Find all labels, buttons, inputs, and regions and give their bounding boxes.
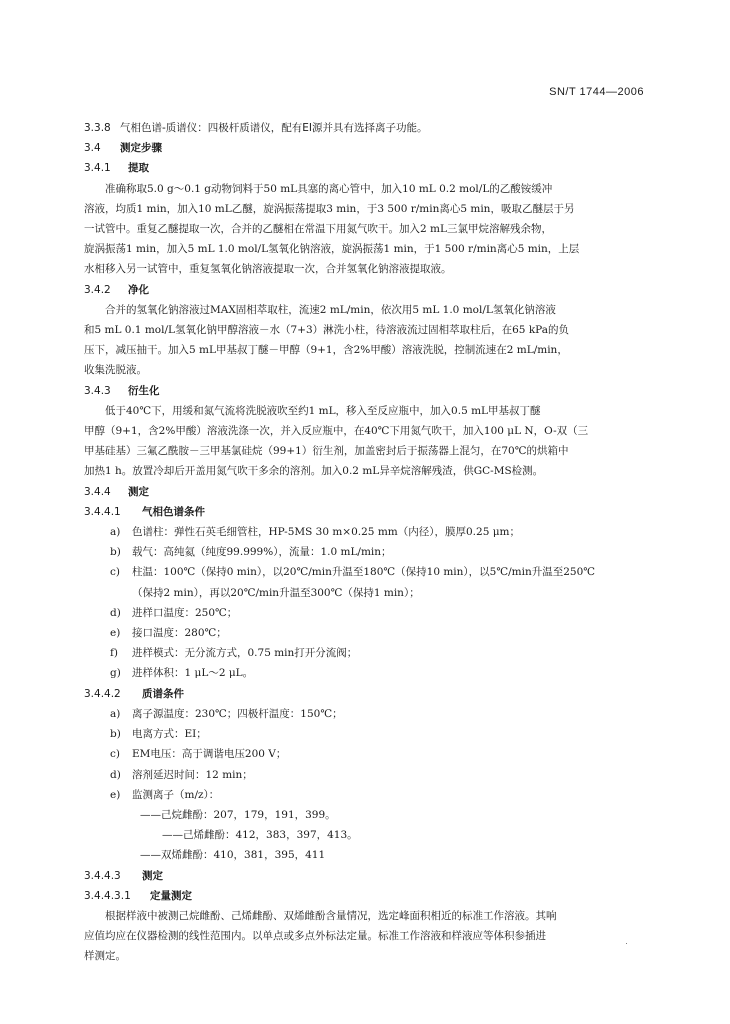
paragraph-line: 和5 mL 0.1 mol/L氢氧化钠甲醇溶液－水（7+3）淋洗小柱，待溶液流过固相萃取柱后，在65 kPa的负 [84,324,570,337]
item-text: 进样口温度：250℃； [132,606,238,619]
standard-code: SN/T 1744—2006 [549,86,644,98]
heading-number: 3.4.1 [84,162,111,175]
paragraph-line: 加热1 h。放置冷却后开盖用氮气吹干多余的溶剂。加入0.2 mL异辛烷溶解残渣，供GC-MS检测。 [84,465,544,478]
heading-number: 3.4.4.3.1 [84,889,131,902]
item-text: （保持2 min），再以20℃/min升温至300℃（保持1 min）； [132,586,420,599]
paragraph-line: 水相移入另一试管中，重复氢氧化钠溶液提取一次，合并氢氧化钠溶液提取液。 [84,263,452,276]
heading-3-4-4-3 [84,866,652,886]
paragraph-line: 压下，减压抽干。加入5 mL甲基叔丁醚－甲醇（9+1，含2%甲酸）溶液洗脱，控制流速在2 mL/min， [84,344,568,357]
paragraph-line: 样测定。 [84,950,126,963]
heading-number: 3.4.4.1 [84,505,121,518]
item-label: d) [110,768,121,781]
gc-condition-item [84,542,652,562]
heading-title: 衍生化 [128,384,160,397]
heading-3-4-3 [84,381,652,401]
item-text: 载气：高纯氦（纯度99.999%），流量：1.0 mL/min； [132,546,392,559]
gc-condition-item [84,603,652,623]
item-text: 溶剂延迟时间：12 min； [132,768,253,781]
paragraph-line: 根据样液中被测己烷雌酚、己烯雌酚、双烯雌酚含量情况，选定峰面积相近的标准工作溶液。其响 [105,909,557,922]
heading-3-4-1 [84,158,652,178]
gc-condition-item [84,562,652,582]
gc-condition-item [84,522,652,542]
heading-3-4-2 [84,280,652,300]
heading-number: 3.4.3 [84,384,111,397]
item-label: e) [110,627,121,640]
monitor-ion-line: ——己烷雌酚：207，179，191，399。 [140,808,336,821]
item-text: 接口温度：280℃； [132,627,227,640]
heading-number: 3.4.4 [84,485,111,498]
item-label: g) [110,667,121,680]
heading-3-4-4-1 [84,502,652,522]
item-text: 进样模式：无分流方式，0.75 min打开分流阀； [132,647,358,660]
paragraph-line: 甲基硅基）三氟乙酰胺－三甲基氯硅烷（99+1）衍生剂，加盖密封后于振荡器上混匀，在70℃的烘箱中 [84,445,569,458]
heading-number: 3.4.2 [84,283,111,296]
paragraph-line: 合并的氢氧化钠溶液过MAX固相萃取柱，流速2 mL/min，依次用5 mL 1.0 mol/L氢氧化钠溶液 [105,303,556,316]
item-label: e) [110,788,121,801]
paragraph-line: 甲醇（9+1，含2%甲酸）溶液洗涤一次，并入反应瓶中，在40℃下用氮气吹干，加入100 μL N，O-双（三 [84,425,589,438]
ms-condition-item [84,765,652,785]
item-label: c) [110,748,120,761]
item-text: 监测离子（m/z）： [132,788,220,801]
item-text: EM电压：高于调谐电压200 V； [132,748,287,761]
gc-condition-item [84,643,652,663]
scan-speck: · [625,938,628,948]
document-body [84,118,652,967]
paragraph-line: 旋涡振荡1 min，加入5 mL 1.0 mol/L氢氧化钠溶液，旋涡振荡1 min，于1 500 r/min离心5 min，上层 [84,243,580,256]
item-text: 柱温：100℃（保持0 min），以20℃/min升温至180℃（保持10 min），以5℃/min升温至250℃ [132,566,595,579]
ms-condition-item [84,724,652,744]
heading-3-4-4-2 [84,684,652,704]
paragraph-line: 一试管中。重复乙醚提取一次，合并的乙醚相在常温下用氮气吹干。加入2 mL三氯甲烷溶解残余物， [84,223,552,236]
gc-condition-item [84,663,652,683]
heading-3-4-4-3-1 [84,886,652,906]
paragraph-line: 应值均应在仪器检测的线性范围内。以单点或多点外标法定量。标准工作溶液和样液应等体积参插进 [84,930,546,943]
item-label: d) [110,606,121,619]
heading-number: 3.4 [84,142,101,155]
item-label [84,583,132,603]
item-text: 色谱柱：弹性石英毛细管柱，HP-5MS 30 m×0.25 mm（内径），膜厚0.25 μm； [132,526,520,539]
paragraph-line: 准确称取5.0 g～0.1 g动物饲料于50 mL具塞的离心管中，加入10 mL 0.2 mol/L的乙酸铵缓冲 [105,182,553,195]
gc-condition-item [84,583,652,603]
gc-condition-item [84,623,652,643]
monitor-ion-line: ——己烯雌酚：412，383，397，413。 [162,829,358,842]
heading-title: 定量测定 [150,889,192,902]
monitor-ion-line: ——双烯雌酚：410，381，395，411 [140,849,326,862]
heading-title: 提取 [128,162,149,175]
paragraph-line: 低于40℃下，用缓和氮气流将洗脱液吹至约1 mL，移入至反应瓶中，加入0.5 mL甲基叔丁醚 [105,404,541,417]
heading-title: 气相色谱条件 [142,505,205,518]
ms-condition-item [84,744,652,764]
section-number: 3.3.8 [84,122,111,134]
item-text: 进样体积：1 μL～2 μL。 [132,667,254,680]
heading-title: 测定 [128,485,149,498]
item-text: 电离方式：EI； [132,728,207,741]
item-label: b) [110,728,121,741]
heading-number: 3.4.4.3 [84,869,121,882]
heading-title: 测定步骤 [120,142,162,155]
item-label: b) [110,546,121,559]
heading-title: 测定 [142,869,163,882]
item-label: a) [110,526,121,539]
section-text: 气相色谱-质谱仪：四极杆质谱仪，配有EI源并具有选择离子功能。 [120,122,428,134]
section-3-3-8 [84,118,652,138]
paragraph-line: 收集洗脱液。 [84,364,147,377]
item-label: f) [110,647,118,660]
ms-condition-item [84,785,652,805]
item-text: 离子源温度：230℃；四极杆温度：150℃； [132,707,343,720]
heading-title: 净化 [128,283,149,296]
ms-condition-item [84,704,652,724]
paragraph-line: 溶液，均质1 min，加入10 mL乙醚，旋涡振荡提取3 min，于3 500 r/min离心5 min，吸取乙醚层于另 [84,202,575,215]
item-label: c) [110,566,120,579]
heading-title: 质谱条件 [142,687,184,700]
item-label: a) [110,707,121,720]
heading-3-4 [84,138,652,158]
heading-number: 3.4.4.2 [84,687,121,700]
heading-3-4-4 [84,482,652,502]
